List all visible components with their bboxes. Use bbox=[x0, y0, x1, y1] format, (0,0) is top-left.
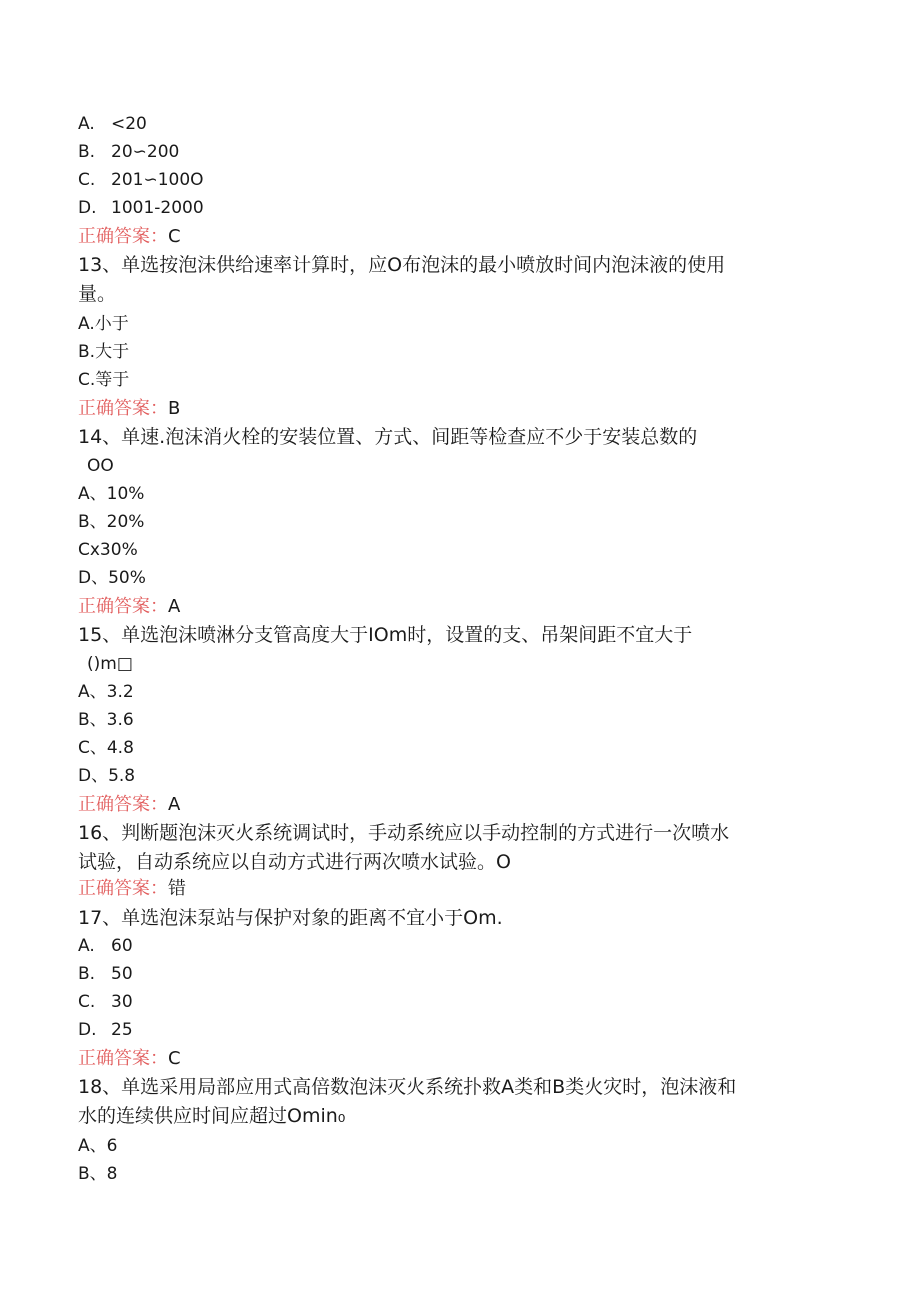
q12-option-d bbox=[78, 197, 204, 219]
q18-option-a: A、6 bbox=[78, 1136, 118, 1156]
q14-option-d: D、50% bbox=[78, 568, 146, 588]
option-key: D. bbox=[78, 198, 97, 218]
answer-value: B bbox=[168, 398, 181, 419]
q12-option-b bbox=[78, 141, 179, 163]
q14-answer bbox=[78, 596, 180, 618]
q16-stem-line1: 16、判断题泡沫灭火系统调试时，手动系统应以手动控制的方式进行一次喷水 bbox=[78, 822, 730, 844]
q15-stem-line2: ()m□ bbox=[87, 654, 133, 674]
option-key: A. bbox=[78, 114, 95, 134]
q16-stem-line2: 试验，自动系统应以自动方式进行两次喷水试验。O bbox=[78, 851, 511, 873]
q13-stem-line1: 13、单选按泡沫供给速率计算时，应O布泡沫的最小喷放时间内泡沫液的使用 bbox=[78, 254, 726, 276]
q15-stem-line1: 15、单选泡沫喷淋分支管高度大于IOm时，设置的支、吊架间距不宜大于 bbox=[78, 624, 693, 646]
q13-option-c: C.等于 bbox=[78, 370, 130, 390]
answer-label: 正确答案： bbox=[78, 596, 168, 617]
answer-value: 错 bbox=[168, 878, 186, 899]
q17-option-a bbox=[78, 935, 133, 957]
option-key: B. bbox=[78, 964, 96, 984]
option-text: 201∽100O bbox=[111, 170, 204, 190]
q13-option-a: A.小于 bbox=[78, 314, 129, 334]
option-text: <20 bbox=[111, 114, 147, 134]
answer-label: 正确答案： bbox=[78, 1048, 168, 1069]
q13-option-b: B.大于 bbox=[78, 342, 130, 362]
q18-stem-line2: 水的连续供应时间应超过Omin₀ bbox=[78, 1105, 346, 1127]
q15-option-d: D、5.8 bbox=[78, 766, 136, 786]
q18-option-b: B、8 bbox=[78, 1164, 118, 1184]
q17-stem-line1: 17、单选泡沫泵站与保护对象的距离不宜小于Om. bbox=[78, 907, 503, 929]
q12-option-a bbox=[78, 113, 147, 135]
q17-option-d bbox=[78, 1019, 133, 1041]
answer-label: 正确答案： bbox=[78, 398, 168, 419]
q17-answer bbox=[78, 1048, 181, 1070]
q15-option-c: C、4.8 bbox=[78, 738, 134, 758]
option-text: 25 bbox=[111, 1020, 133, 1040]
option-text: 60 bbox=[111, 936, 133, 956]
answer-label: 正确答案： bbox=[78, 878, 168, 899]
q17-option-b bbox=[78, 963, 133, 985]
option-text: 30 bbox=[111, 992, 133, 1012]
q13-stem-line2: 量。 bbox=[78, 283, 117, 305]
q14-stem-line2: OO bbox=[87, 456, 114, 476]
q15-option-b: B、3.6 bbox=[78, 710, 134, 730]
option-text: 20∽200 bbox=[111, 142, 180, 162]
answer-value: A bbox=[168, 794, 181, 815]
q15-answer bbox=[78, 794, 180, 816]
q16-answer bbox=[78, 878, 186, 900]
option-key: B. bbox=[78, 142, 96, 162]
q17-option-c bbox=[78, 991, 133, 1013]
option-key: C. bbox=[78, 992, 96, 1012]
option-text: 1001-2000 bbox=[111, 198, 204, 218]
q14-option-c: Cx30% bbox=[78, 540, 138, 560]
q14-option-b: B、20% bbox=[78, 512, 145, 532]
q13-answer bbox=[78, 398, 180, 420]
answer-value: C bbox=[168, 226, 181, 247]
answer-label: 正确答案： bbox=[78, 226, 168, 247]
q14-option-a: A、10% bbox=[78, 484, 145, 504]
q12-option-c bbox=[78, 169, 204, 191]
option-text: 50 bbox=[111, 964, 133, 984]
answer-value: C bbox=[168, 1048, 181, 1069]
option-key: A. bbox=[78, 936, 95, 956]
q14-stem-line1: 14、单速.泡沫消火栓的安装位置、方式、间距等检查应不少于安装总数的 bbox=[78, 426, 698, 448]
q15-option-a: A、3.2 bbox=[78, 682, 134, 702]
option-key: D. bbox=[78, 1020, 97, 1040]
q12-answer bbox=[78, 226, 181, 248]
option-key: C. bbox=[78, 170, 96, 190]
q18-stem-line1: 18、单选采用局部应用式高倍数泡沫灭火系统扑救A类和B类火灾时，泡沫液和 bbox=[78, 1076, 737, 1098]
answer-label: 正确答案： bbox=[78, 794, 168, 815]
answer-value: A bbox=[168, 596, 181, 617]
